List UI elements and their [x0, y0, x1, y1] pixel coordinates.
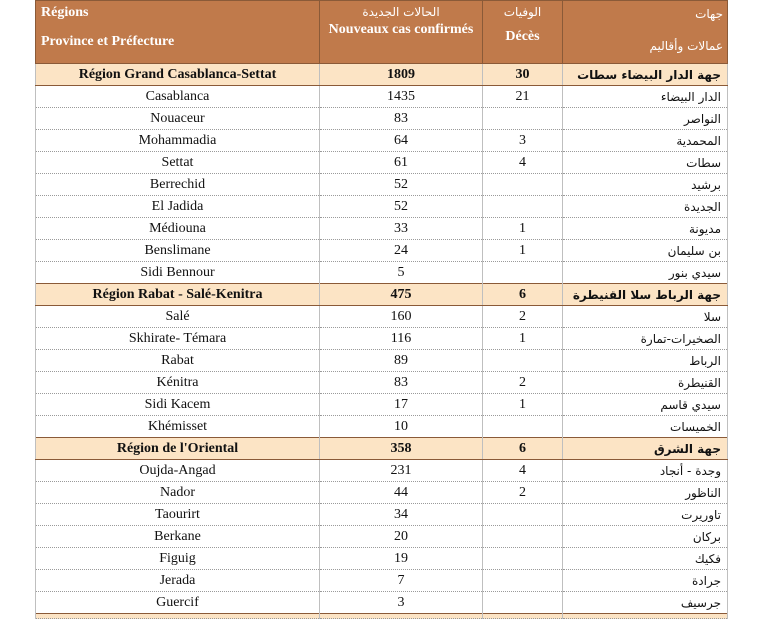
- place-name-ar: جرادة: [563, 570, 728, 592]
- table-row: [36, 218, 728, 240]
- place-name-fr: Berrechid: [36, 174, 320, 196]
- new-cases-value: 116: [320, 328, 483, 350]
- place-name-ar: الرباط: [563, 350, 728, 372]
- cases-table: [35, 0, 728, 619]
- header-region-ar: [563, 1, 728, 64]
- deaths-value: [483, 548, 563, 570]
- cut-cell: [563, 614, 728, 619]
- deaths-value: 2: [483, 306, 563, 328]
- deaths-value: [483, 262, 563, 284]
- deaths-value: [483, 504, 563, 526]
- place-name-fr: Taourirt: [36, 504, 320, 526]
- place-name-fr: Khémisset: [36, 416, 320, 438]
- place-name-fr: Benslimane: [36, 240, 320, 262]
- table-row: [36, 416, 728, 438]
- place-name-fr: Jerada: [36, 570, 320, 592]
- place-name-ar: جرسيف: [563, 592, 728, 614]
- place-name-fr: Guercif: [36, 592, 320, 614]
- place-name-fr: Casablanca: [36, 86, 320, 108]
- place-name-ar: سيدي قاسم: [563, 394, 728, 416]
- place-name-fr: Berkane: [36, 526, 320, 548]
- deaths-value: 21: [483, 86, 563, 108]
- deaths-value: [483, 350, 563, 372]
- table-row: [36, 196, 728, 218]
- new-cases-value: 10: [320, 416, 483, 438]
- place-name-ar: جهة الرباط سلا القنيطرة: [563, 284, 728, 306]
- place-name-ar: الخميسات: [563, 416, 728, 438]
- table-row: [36, 350, 728, 372]
- region-row: [36, 64, 728, 86]
- deaths-value: 1: [483, 328, 563, 350]
- deaths-value: [483, 108, 563, 130]
- place-name-ar: تاوريرت: [563, 504, 728, 526]
- cut-cell: [320, 614, 483, 619]
- table-row: [36, 86, 728, 108]
- place-name-ar: القنيطرة: [563, 372, 728, 394]
- table-row: [36, 306, 728, 328]
- place-name-ar: بركان: [563, 526, 728, 548]
- table-row: [36, 328, 728, 350]
- new-cases-value: 20: [320, 526, 483, 548]
- deaths-value: 1: [483, 218, 563, 240]
- place-name-fr: Région Rabat - Salé-Kenitra: [36, 284, 320, 306]
- table-body: [36, 64, 728, 619]
- deaths-value: 2: [483, 372, 563, 394]
- region-row: [36, 438, 728, 460]
- new-cases-value: 3: [320, 592, 483, 614]
- place-name-ar: مديونة: [563, 218, 728, 240]
- place-name-ar: برشيد: [563, 174, 728, 196]
- header-deaths-ar: الوفيات: [503, 5, 542, 19]
- new-cases-value: 52: [320, 196, 483, 218]
- deaths-value: 1: [483, 240, 563, 262]
- header-cases-ar: الحالات الجديدة: [362, 5, 440, 19]
- new-cases-value: 7: [320, 570, 483, 592]
- deaths-value: 3: [483, 130, 563, 152]
- place-name-fr: Médiouna: [36, 218, 320, 240]
- header-regions-label: Régions: [41, 5, 89, 20]
- deaths-value: [483, 526, 563, 548]
- place-name-fr: Mohammadia: [36, 130, 320, 152]
- new-cases-value: 19: [320, 548, 483, 570]
- header-cases-fr: Nouveaux cas confirmés: [328, 22, 474, 37]
- new-cases-value: 475: [320, 284, 483, 306]
- place-name-ar: الجديدة: [563, 196, 728, 218]
- deaths-value: 6: [483, 284, 563, 306]
- deaths-value: [483, 174, 563, 196]
- place-name-fr: Région Grand Casablanca-Settat: [36, 64, 320, 86]
- header-region-fr: [36, 1, 320, 64]
- deaths-value: 4: [483, 460, 563, 482]
- deaths-value: [483, 196, 563, 218]
- new-cases-value: 1809: [320, 64, 483, 86]
- new-cases-value: 160: [320, 306, 483, 328]
- new-cases-value: 83: [320, 108, 483, 130]
- new-cases-value: 358: [320, 438, 483, 460]
- new-cases-value: 231: [320, 460, 483, 482]
- header-regions-ar-label: جهات: [695, 7, 723, 21]
- new-cases-value: 5: [320, 262, 483, 284]
- place-name-fr: Oujda-Angad: [36, 460, 320, 482]
- table-row: [36, 526, 728, 548]
- place-name-ar: النواصر: [563, 108, 728, 130]
- table-row: [36, 570, 728, 592]
- place-name-fr: Sidi Kacem: [36, 394, 320, 416]
- place-name-ar: فكيك: [563, 548, 728, 570]
- new-cases-value: 89: [320, 350, 483, 372]
- place-name-fr: Nouaceur: [36, 108, 320, 130]
- place-name-ar: سيدي بنور: [563, 262, 728, 284]
- table-row: [36, 108, 728, 130]
- table-row: [36, 504, 728, 526]
- table-row: [36, 460, 728, 482]
- cut-cell: [36, 614, 320, 619]
- new-cases-value: 44: [320, 482, 483, 504]
- place-name-ar: جهة الشرق: [563, 438, 728, 460]
- place-name-fr: Rabat: [36, 350, 320, 372]
- place-name-fr: Figuig: [36, 548, 320, 570]
- place-name-fr: Skhirate- Témara: [36, 328, 320, 350]
- place-name-fr: Nador: [36, 482, 320, 504]
- new-cases-value: 24: [320, 240, 483, 262]
- place-name-fr: Kénitra: [36, 372, 320, 394]
- header-province-ar-label: عمالات وأقاليم: [649, 39, 723, 53]
- table-row: [36, 174, 728, 196]
- place-name-ar: الناظور: [563, 482, 728, 504]
- next-region-row-cut: [36, 614, 728, 619]
- deaths-value: 4: [483, 152, 563, 174]
- table-row: [36, 372, 728, 394]
- new-cases-value: 1435: [320, 86, 483, 108]
- region-row: [36, 284, 728, 306]
- deaths-value: 2: [483, 482, 563, 504]
- place-name-ar: بن سليمان: [563, 240, 728, 262]
- deaths-value: 30: [483, 64, 563, 86]
- place-name-ar: جهة الدار البيضاء سطات: [563, 64, 728, 86]
- place-name-fr: Salé: [36, 306, 320, 328]
- place-name-fr: Settat: [36, 152, 320, 174]
- deaths-value: [483, 416, 563, 438]
- place-name-fr: El Jadida: [36, 196, 320, 218]
- deaths-value: 6: [483, 438, 563, 460]
- table-row: [36, 482, 728, 504]
- deaths-value: [483, 570, 563, 592]
- table-row: [36, 240, 728, 262]
- new-cases-value: 33: [320, 218, 483, 240]
- new-cases-value: 64: [320, 130, 483, 152]
- deaths-value: 1: [483, 394, 563, 416]
- place-name-fr: Sidi Bennour: [36, 262, 320, 284]
- header-province-label: Province et Préfecture: [41, 34, 175, 49]
- new-cases-value: 17: [320, 394, 483, 416]
- table-row: [36, 394, 728, 416]
- place-name-ar: الدار البيضاء: [563, 86, 728, 108]
- new-cases-value: 61: [320, 152, 483, 174]
- place-name-fr: Région de l'Oriental: [36, 438, 320, 460]
- place-name-ar: المحمدية: [563, 130, 728, 152]
- table-row: [36, 592, 728, 614]
- deaths-value: [483, 592, 563, 614]
- header-cases: [320, 1, 483, 64]
- header-deaths: [483, 1, 563, 64]
- place-name-ar: وجدة - أنجاد: [563, 460, 728, 482]
- new-cases-value: 52: [320, 174, 483, 196]
- table-row: [36, 130, 728, 152]
- place-name-ar: سلا: [563, 306, 728, 328]
- table-row: [36, 262, 728, 284]
- table-row: [36, 152, 728, 174]
- header-deaths-fr: Décès: [505, 29, 540, 44]
- table-row: [36, 548, 728, 570]
- new-cases-value: 34: [320, 504, 483, 526]
- new-cases-value: 83: [320, 372, 483, 394]
- table-header-row: [36, 1, 728, 64]
- place-name-ar: الصخيرات-تمارة: [563, 328, 728, 350]
- place-name-ar: سطات: [563, 152, 728, 174]
- cut-cell: [483, 614, 563, 619]
